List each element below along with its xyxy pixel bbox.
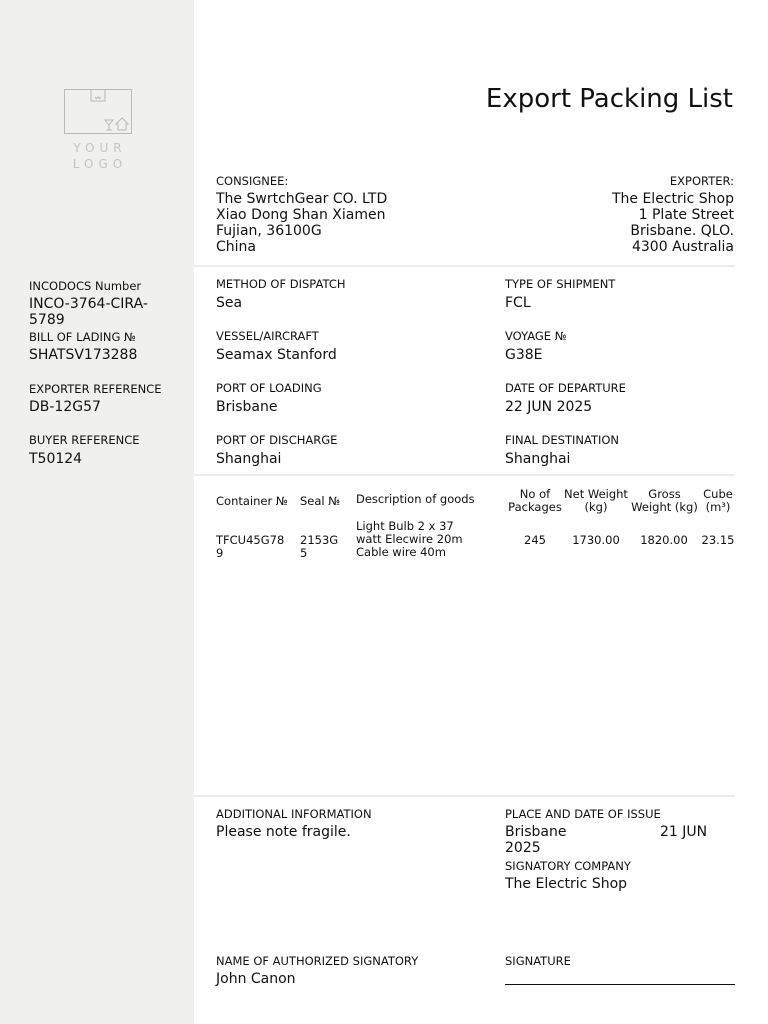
buyer-reference-value: T50124 xyxy=(29,451,83,467)
logo-text: YOUR LOGO xyxy=(72,141,128,171)
final-destination-label: FINAL DESTINATION xyxy=(505,433,620,447)
vessel-label: VESSEL/AIRCRAFT xyxy=(216,329,319,343)
vessel-value: Seamax Stanford xyxy=(216,347,337,363)
buyer-reference-label: BUYER REFERENCE xyxy=(29,433,140,447)
cell-gross-weight: 1820.00 xyxy=(640,533,688,547)
method-of-dispatch-value: Sea xyxy=(216,295,243,311)
cell-net-weight: 1730.00 xyxy=(572,533,620,547)
consignee-address xyxy=(216,191,387,255)
header-description: Description of goods xyxy=(356,492,475,506)
bill-of-lading-label: BILL OF LADING № xyxy=(29,330,136,344)
cell-description: Light Bulb 2 x 37 watt Elecwire 20m Cable wire 40m xyxy=(356,519,463,559)
port-of-discharge-value: Shanghai xyxy=(216,451,282,467)
page-title: Export Packing List xyxy=(485,84,733,114)
consignee-line: Fujian, 36100G xyxy=(216,223,322,239)
exporter-line: Brisbane. QLO. xyxy=(630,223,734,239)
authorized-signatory-label: NAME OF AUTHORIZED SIGNATORY xyxy=(216,954,419,968)
consignee-line: Xiao Dong Shan Xiamen xyxy=(216,207,386,223)
divider xyxy=(194,474,735,476)
signature-line[interactable] xyxy=(505,984,735,985)
additional-info-label: ADDITIONAL INFORMATION xyxy=(216,807,372,821)
consignee-line: The SwrtchGear CO. LTD xyxy=(216,191,388,207)
port-of-loading-label: PORT OF LOADING xyxy=(216,381,322,395)
header-seal-no: Seal № xyxy=(300,494,341,508)
cell-seal-no: 2153G5 xyxy=(300,533,339,560)
exporter-line: The Electric Shop xyxy=(611,191,734,207)
header-net-weight: Net Weight (kg) xyxy=(564,487,628,514)
signatory-company-value: The Electric Shop xyxy=(505,876,628,892)
type-of-shipment-label: TYPE OF SHIPMENT xyxy=(505,277,616,291)
header-packages: No of Packages xyxy=(508,487,562,514)
header-gross-weight: Gross Weight (kg) xyxy=(631,487,698,514)
additional-info-value: Please note fragile. xyxy=(216,824,351,840)
divider xyxy=(194,795,735,797)
header-container-no: Container № xyxy=(216,494,288,508)
exporter-line: 1 Plate Street xyxy=(638,207,734,223)
consignee-line: China xyxy=(216,239,256,255)
place-of-issue-value: Brisbane xyxy=(505,824,567,840)
exporter-line: 4300 Australia xyxy=(631,239,734,255)
exporter-reference-label: EXPORTER REFERENCE xyxy=(29,382,162,396)
incodocs-label: INCODOCS Number xyxy=(29,279,142,293)
cell-container-no: TFCU45G789 xyxy=(216,533,285,560)
voyage-value: G38E xyxy=(505,347,543,363)
voyage-label: VOYAGE № xyxy=(505,329,567,343)
divider xyxy=(194,265,735,267)
date-of-departure-label: DATE OF DEPARTURE xyxy=(505,381,626,395)
signatory-company-label: SIGNATORY COMPANY xyxy=(505,859,631,873)
port-of-loading-value: Brisbane xyxy=(216,399,278,415)
final-destination-value: Shanghai xyxy=(505,451,571,467)
method-of-dispatch-label: METHOD OF DISPATCH xyxy=(216,277,346,291)
incodocs-value: INCO-3764-CIRA-5789 xyxy=(29,296,148,328)
place-date-label: PLACE AND DATE OF ISSUE xyxy=(505,807,661,821)
cell-cube: 23.15 xyxy=(701,533,735,547)
date-of-issue-value: 21 JUN 2025 xyxy=(505,824,708,856)
authorized-signatory-value: John Canon xyxy=(216,971,296,987)
bill-of-lading-value: SHATSV173288 xyxy=(29,347,138,363)
header-cube: Cube (m³) xyxy=(703,487,733,514)
port-of-discharge-label: PORT OF DISCHARGE xyxy=(216,433,338,447)
exporter-reference-value: DB-12G57 xyxy=(29,399,101,415)
exporter-address xyxy=(612,191,734,255)
type-of-shipment-value: FCL xyxy=(505,295,531,311)
company-logo xyxy=(64,89,132,172)
signature-label: SIGNATURE xyxy=(505,954,571,968)
exporter-label: EXPORTER: xyxy=(669,174,734,188)
consignee-label: CONSIGNEE: xyxy=(216,174,289,188)
cell-packages: 245 xyxy=(524,533,546,547)
date-of-departure-value: 22 JUN 2025 xyxy=(505,399,593,415)
logo-box-icon xyxy=(64,89,132,134)
